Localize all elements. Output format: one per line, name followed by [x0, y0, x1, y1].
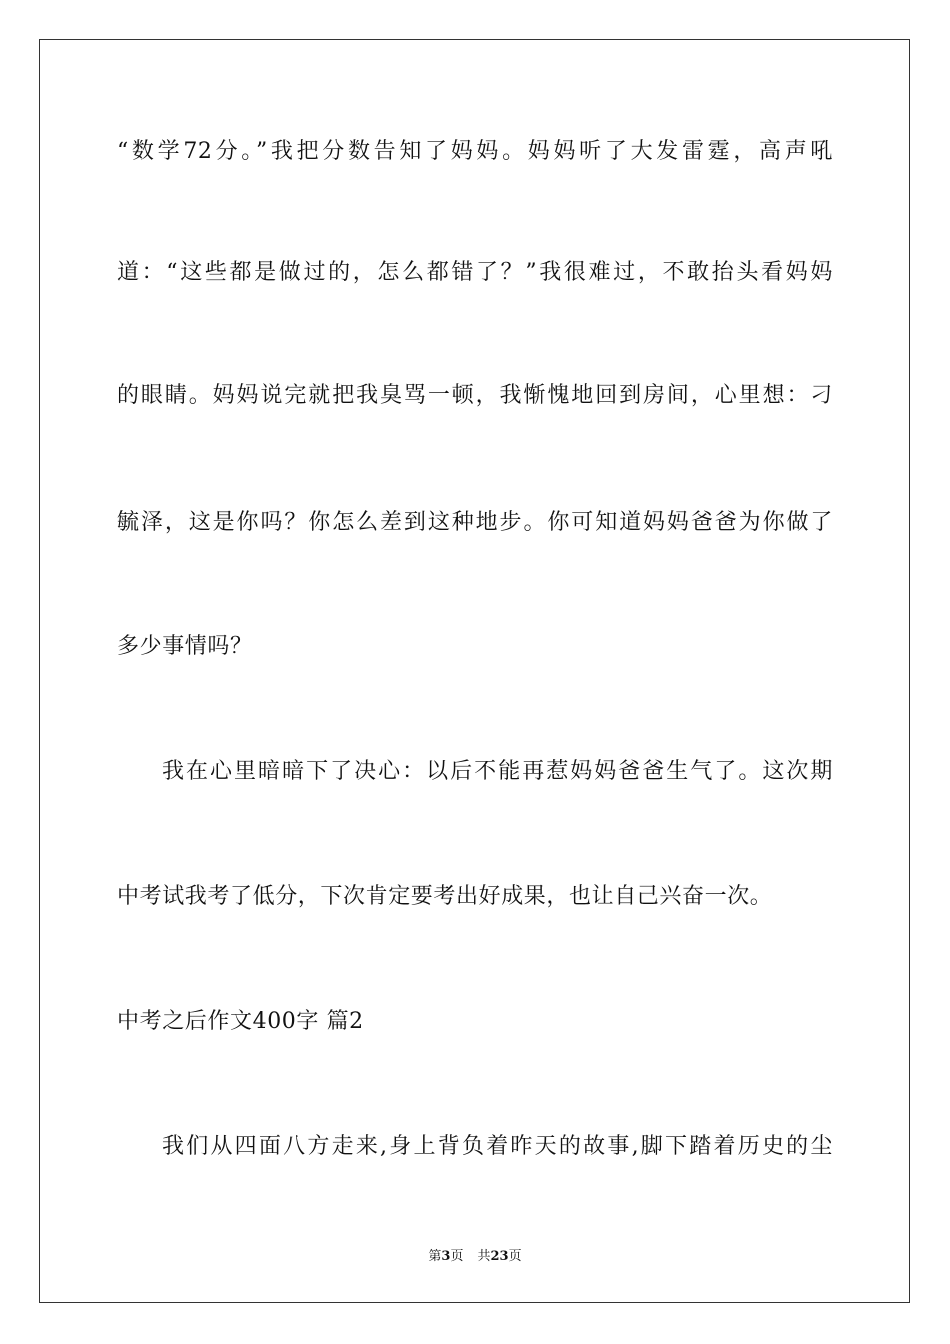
footer-total-pages: 23	[490, 1249, 509, 1264]
paragraph-line-6: 我在心里暗暗下了决心：以后不能再惹妈妈爸爸生气了。这次期	[162, 759, 833, 784]
footer-page-suffix: 页	[450, 1249, 464, 1264]
footer-page-number: 3	[441, 1249, 451, 1264]
footer-total-prefix: 共	[477, 1249, 491, 1264]
page-border	[39, 39, 910, 1303]
footer-total-suffix: 页	[508, 1249, 522, 1264]
paragraph-line-9: 我们从四面八方走来,身上背负着昨天的故事,脚下踏着历史的尘	[162, 1134, 833, 1159]
paragraph-line-1: “数学72分。”我把分数告知了妈妈。妈妈听了大发雷霆，高声吼	[117, 139, 833, 164]
paragraph-line-5: 多少事情吗？	[117, 634, 253, 659]
section-heading: 中考之后作文400字 篇2	[117, 1009, 364, 1034]
paragraph-line-7: 中考试我考了低分，下次肯定要考出好成果，也让自己兴奋一次。	[117, 884, 773, 909]
paragraph-line-3: 的眼睛。妈妈说完就把我臭骂一顿，我惭愧地回到房间，心里想：刁	[117, 383, 833, 408]
paragraph-line-4: 毓泽，这是你吗？你怎么差到这种地步。你可知道妈妈爸爸为你做了	[117, 510, 833, 535]
page-footer	[0, 1248, 950, 1266]
paragraph-line-2: 道：“这些都是做过的，怎么都错了？”我很难过，不敢抬头看妈妈	[117, 260, 833, 285]
footer-page-prefix: 第	[428, 1249, 442, 1264]
